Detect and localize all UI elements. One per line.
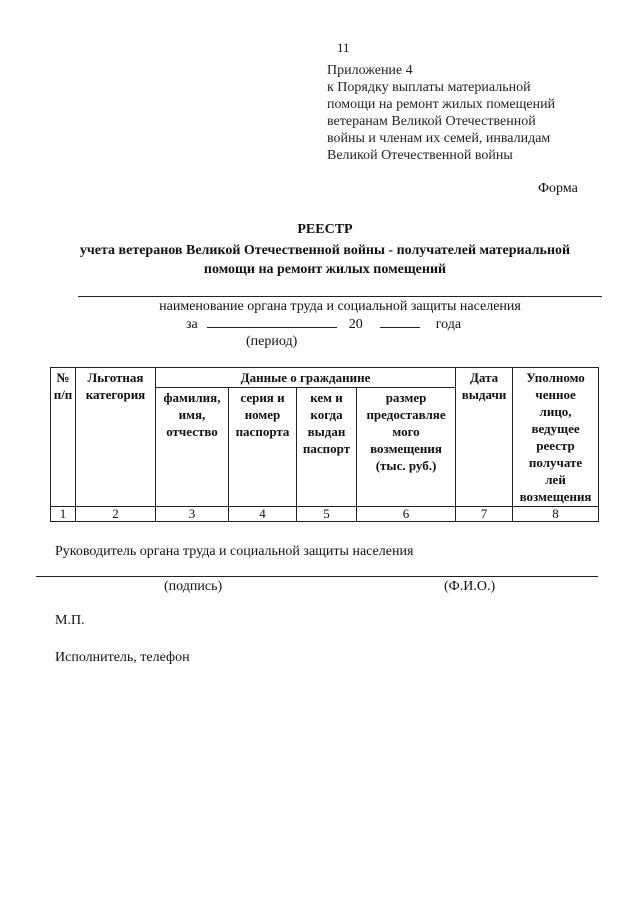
header-cell-amount: размер предоставляе мого возмещения (тыс. руб.) xyxy=(357,388,456,507)
appendix-line: ветеранам Великой Отечественной xyxy=(327,114,536,129)
appendix-title: Приложение 4 xyxy=(327,63,413,78)
stamp-label: М.П. xyxy=(55,613,85,628)
column-number-cell: 5 xyxy=(297,507,357,522)
period-caption: (период) xyxy=(246,334,298,349)
appendix-line: Великой Отечественной войны xyxy=(327,148,513,163)
column-number-cell: 1 xyxy=(51,507,76,522)
column-number-cell: 8 xyxy=(513,507,599,522)
registry-table xyxy=(50,367,599,522)
organ-name-line xyxy=(78,296,602,297)
header-cell-issue-date: Дата выдачи xyxy=(456,368,513,507)
table-header-row xyxy=(51,368,599,388)
header-cell-full-name: фамилия, имя, отчество xyxy=(156,388,229,507)
form-label: Форма xyxy=(538,181,578,196)
period-line xyxy=(186,316,461,333)
column-number-cell: 2 xyxy=(76,507,156,522)
header-cell-citizen-data: Данные о гражданине xyxy=(156,368,456,388)
period-blank xyxy=(207,316,337,328)
registry-title: РЕЕСТР xyxy=(297,222,353,237)
page-number: 11 xyxy=(337,40,350,55)
organ-caption: наименование органа труда и социальной защиты населения xyxy=(159,299,521,314)
period-year-label: года xyxy=(435,317,462,332)
signature-caption: (подпись) xyxy=(164,579,223,594)
period-for-label: за xyxy=(186,317,198,332)
registry-subtitle-line: учета ветеранов Великой Отечественной войны - получателей материальной xyxy=(79,243,571,258)
column-number-cell: 7 xyxy=(456,507,513,522)
header-cell-number: № п/п xyxy=(51,368,76,507)
column-number-cell: 3 xyxy=(156,507,229,522)
period-year-prefix: 20 xyxy=(348,317,363,332)
header-cell-authorized-person: Уполномо ченное лицо, ведущее реестр получате лей возмещения xyxy=(513,368,599,507)
registry-subtitle xyxy=(40,241,610,279)
appendix-line: к Порядку выплаты материальной xyxy=(327,80,531,95)
table-number-row xyxy=(51,507,599,522)
appendix-line: помощи на ремонт жилых помещений xyxy=(327,97,556,112)
column-number-cell: 4 xyxy=(229,507,297,522)
header-cell-passport-issued: кем и когда выдан паспорт xyxy=(297,388,357,507)
executor-label: Исполнитель, телефон xyxy=(55,650,190,665)
column-number-cell: 6 xyxy=(357,507,456,522)
appendix-block xyxy=(327,62,617,164)
head-of-organ-label: Руководитель органа труда и социальной защиты населения xyxy=(55,544,414,559)
signature-line xyxy=(36,576,598,577)
fio-caption: (Ф.И.О.) xyxy=(444,579,496,594)
header-cell-category: Льготная категория xyxy=(76,368,156,507)
appendix-line: войны и членам их семей, инвалидам xyxy=(327,131,551,146)
header-cell-passport: серия и номер паспорта xyxy=(229,388,297,507)
registry-subtitle-line: помощи на ремонт жилых помещений xyxy=(203,262,447,277)
year-blank xyxy=(380,316,420,328)
